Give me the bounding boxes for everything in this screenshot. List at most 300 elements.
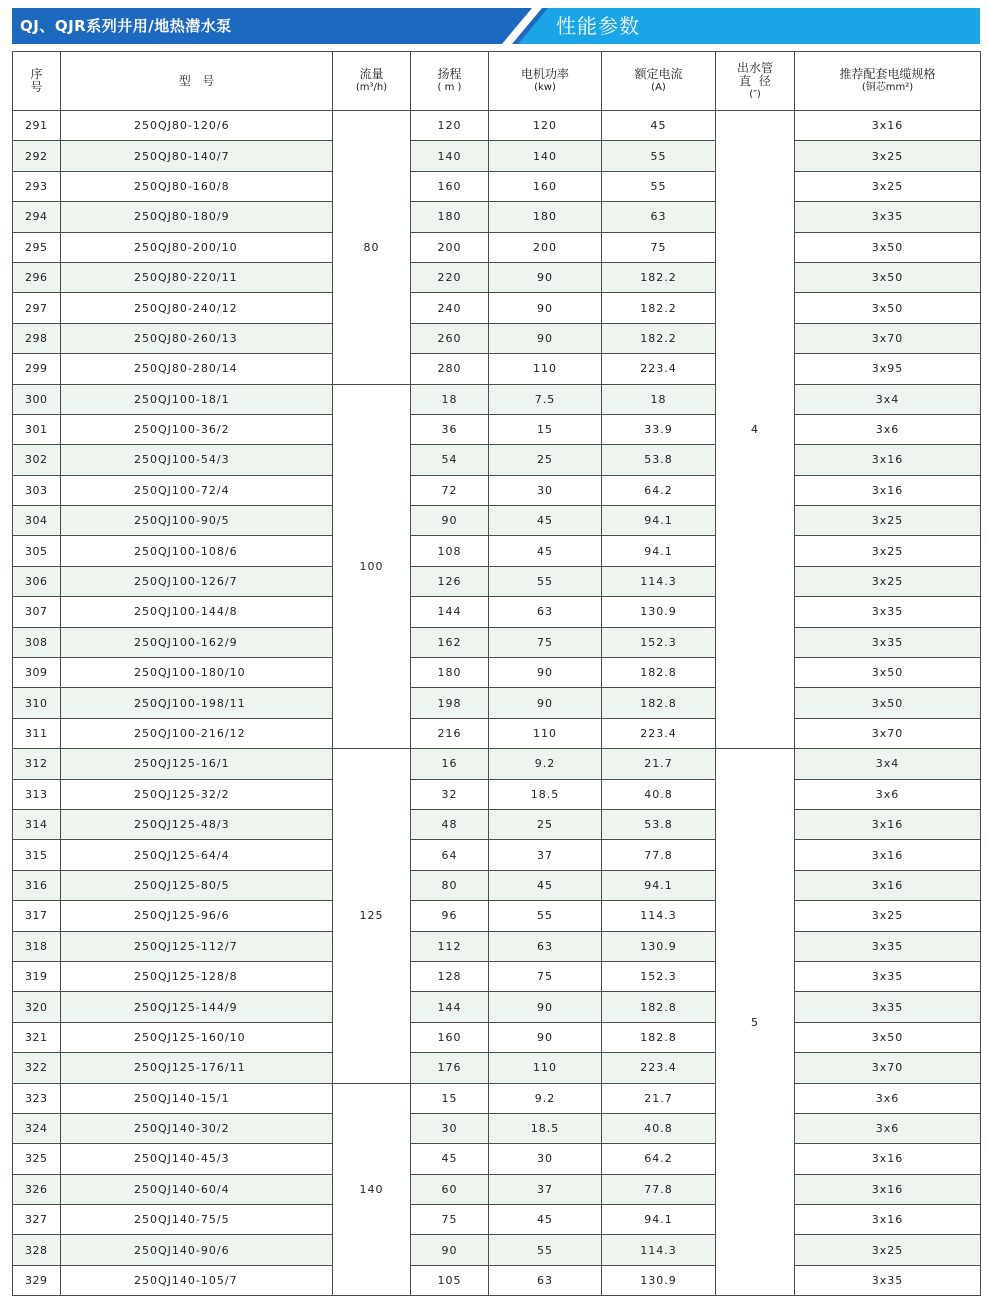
cell-seq: 323: [13, 1083, 61, 1113]
cell-power: 63: [489, 931, 602, 961]
header-banner: [12, 8, 980, 44]
cell-seq: 305: [13, 536, 61, 566]
cell-cable: 3x50: [795, 232, 981, 262]
cell-model: 250QJ125-160/10: [61, 1022, 333, 1052]
cell-current: 94.1: [602, 1205, 716, 1235]
cell-current: 55: [602, 141, 716, 171]
cell-current: 21.7: [602, 749, 716, 779]
cell-current: 152.3: [602, 961, 716, 991]
cell-cable: 3x35: [795, 202, 981, 232]
table-header-row: [13, 52, 981, 111]
cell-model: 250QJ140-45/3: [61, 1144, 333, 1174]
cell-model: 250QJ100-18/1: [61, 384, 333, 414]
cell-seq: 302: [13, 445, 61, 475]
cell-head: 128: [411, 961, 489, 991]
cell-model: 250QJ140-15/1: [61, 1083, 333, 1113]
cell-power: 7.5: [489, 384, 602, 414]
cell-cable: 3x6: [795, 414, 981, 444]
table-row: [13, 901, 981, 931]
table-row: [13, 141, 981, 171]
cell-current: 182.2: [602, 293, 716, 323]
cell-current: 64.2: [602, 475, 716, 505]
cell-cable: 3x70: [795, 718, 981, 748]
header-seq: [13, 52, 61, 111]
cell-power: 90: [489, 1022, 602, 1052]
cell-cable: 3x16: [795, 809, 981, 839]
cell-model: 250QJ100-180/10: [61, 658, 333, 688]
cell-model: 250QJ100-216/12: [61, 718, 333, 748]
cell-power: 45: [489, 536, 602, 566]
table-row: [13, 1265, 981, 1295]
cell-model: 250QJ100-36/2: [61, 414, 333, 444]
cell-model: 250QJ80-240/12: [61, 293, 333, 323]
cell-cable: 3x50: [795, 688, 981, 718]
cell-model: 250QJ80-200/10: [61, 232, 333, 262]
header-flow-label: 流量: [359, 67, 384, 81]
cell-head: 120: [411, 111, 489, 141]
cell-head: 90: [411, 1235, 489, 1265]
cell-current: 64.2: [602, 1144, 716, 1174]
table-row: [13, 931, 981, 961]
cell-current: 77.8: [602, 840, 716, 870]
cell-current: 114.3: [602, 566, 716, 596]
cell-model: 250QJ125-16/1: [61, 749, 333, 779]
cell-model: 250QJ80-160/8: [61, 171, 333, 201]
cell-model: 250QJ80-120/6: [61, 111, 333, 141]
cell-cable: 3x4: [795, 384, 981, 414]
cell-flow: 125: [333, 749, 411, 1083]
table-row: [13, 506, 981, 536]
series-title: QJ、QJR系列井用/地热潜水泵: [20, 17, 232, 35]
cell-cable: 3x16: [795, 1205, 981, 1235]
cell-model: 250QJ100-198/11: [61, 688, 333, 718]
header-seq-line2: 号: [30, 80, 43, 94]
cell-current: 33.9: [602, 414, 716, 444]
cell-pipe-diameter: 4: [716, 111, 795, 749]
cell-cable: 3x16: [795, 1174, 981, 1204]
cell-power: 55: [489, 1235, 602, 1265]
cell-head: 64: [411, 840, 489, 870]
cell-head: 162: [411, 627, 489, 657]
cell-current: 152.3: [602, 627, 716, 657]
header-power-label: 电机功率: [520, 67, 569, 81]
cell-head: 30: [411, 1113, 489, 1143]
table-row: [13, 202, 981, 232]
table-row: [13, 171, 981, 201]
cell-cable: 3x35: [795, 931, 981, 961]
cell-seq: 315: [13, 840, 61, 870]
table-row: [13, 1144, 981, 1174]
cell-head: 180: [411, 658, 489, 688]
cell-power: 25: [489, 445, 602, 475]
cell-seq: 314: [13, 809, 61, 839]
cell-power: 18.5: [489, 1113, 602, 1143]
cell-current: 77.8: [602, 1174, 716, 1204]
cell-cable: 3x4: [795, 749, 981, 779]
cell-current: 182.8: [602, 992, 716, 1022]
cell-seq: 317: [13, 901, 61, 931]
cell-seq: 292: [13, 141, 61, 171]
section-title: 性能参数: [556, 14, 640, 38]
cell-model: 250QJ80-180/9: [61, 202, 333, 232]
table-row: [13, 870, 981, 900]
cell-seq: 291: [13, 111, 61, 141]
cell-head: 36: [411, 414, 489, 444]
cell-seq: 308: [13, 627, 61, 657]
cell-model: 250QJ125-80/5: [61, 870, 333, 900]
cell-cable: 3x6: [795, 1083, 981, 1113]
cell-head: 80: [411, 870, 489, 900]
table-row: [13, 354, 981, 384]
cell-cable: 3x25: [795, 506, 981, 536]
header-cable-unit: (铜芯mm²): [861, 82, 914, 93]
cell-seq: 303: [13, 475, 61, 505]
cell-power: 9.2: [489, 749, 602, 779]
cell-power: 90: [489, 688, 602, 718]
cell-current: 55: [602, 171, 716, 201]
cell-seq: 311: [13, 718, 61, 748]
cell-power: 120: [489, 111, 602, 141]
cell-head: 18: [411, 384, 489, 414]
cell-model: 250QJ140-60/4: [61, 1174, 333, 1204]
cell-seq: 306: [13, 566, 61, 596]
table-row: [13, 262, 981, 292]
cell-pipe-diameter: 5: [716, 749, 795, 1296]
cell-seq: 320: [13, 992, 61, 1022]
cell-head: 32: [411, 779, 489, 809]
cell-current: 182.2: [602, 323, 716, 353]
cell-head: 75: [411, 1205, 489, 1235]
cell-current: 130.9: [602, 597, 716, 627]
cell-head: 72: [411, 475, 489, 505]
cell-current: 223.4: [602, 718, 716, 748]
header-pipe-line1: 出水管: [736, 60, 773, 75]
header-pipe-unit: (″): [749, 88, 761, 100]
table-row: [13, 1113, 981, 1143]
cell-power: 140: [489, 141, 602, 171]
cell-model: 250QJ125-112/7: [61, 931, 333, 961]
table-row: [13, 1022, 981, 1052]
cell-seq: 312: [13, 749, 61, 779]
header-pipe-line2: 直 径: [739, 73, 771, 88]
cell-power: 90: [489, 262, 602, 292]
cell-power: 37: [489, 840, 602, 870]
table-row: [13, 597, 981, 627]
cell-power: 63: [489, 1265, 602, 1295]
cell-head: 160: [411, 1022, 489, 1052]
cell-model: 250QJ125-128/8: [61, 961, 333, 991]
cell-head: 105: [411, 1265, 489, 1295]
cell-seq: 298: [13, 323, 61, 353]
cell-seq: 313: [13, 779, 61, 809]
cell-power: 90: [489, 323, 602, 353]
cell-cable: 3x16: [795, 870, 981, 900]
cell-head: 90: [411, 506, 489, 536]
table-row: [13, 384, 981, 414]
cell-model: 250QJ125-144/9: [61, 992, 333, 1022]
table-row: [13, 293, 981, 323]
header-power: [489, 52, 602, 111]
cell-seq: 325: [13, 1144, 61, 1174]
cell-cable: 3x35: [795, 961, 981, 991]
table-row: [13, 961, 981, 991]
cell-cable: 3x6: [795, 1113, 981, 1143]
performance-table: [12, 51, 981, 1296]
cell-current: 75: [602, 232, 716, 262]
cell-head: 176: [411, 1053, 489, 1083]
cell-seq: 300: [13, 384, 61, 414]
cell-cable: 3x25: [795, 566, 981, 596]
cell-model: 250QJ100-162/9: [61, 627, 333, 657]
cell-power: 37: [489, 1174, 602, 1204]
cell-model: 250QJ125-32/2: [61, 779, 333, 809]
cell-cable: 3x25: [795, 171, 981, 201]
cell-current: 223.4: [602, 1053, 716, 1083]
header-flow: [333, 52, 411, 111]
cell-current: 182.8: [602, 688, 716, 718]
cell-model: 250QJ140-30/2: [61, 1113, 333, 1143]
cell-current: 130.9: [602, 931, 716, 961]
table-row: [13, 658, 981, 688]
table-row: [13, 1205, 981, 1235]
header-pipe: [716, 52, 795, 111]
cell-current: 45: [602, 111, 716, 141]
header-model-label: 型 号: [178, 73, 215, 88]
cell-model: 250QJ100-54/3: [61, 445, 333, 475]
header-current: [602, 52, 716, 111]
cell-head: 140: [411, 141, 489, 171]
cell-seq: 318: [13, 931, 61, 961]
cell-model: 250QJ80-260/13: [61, 323, 333, 353]
table-row: [13, 688, 981, 718]
table-body: [13, 111, 981, 1296]
cell-power: 200: [489, 232, 602, 262]
table-row: [13, 232, 981, 262]
performance-table-container: [12, 51, 980, 1296]
cell-current: 130.9: [602, 1265, 716, 1295]
cell-current: 18: [602, 384, 716, 414]
cell-seq: 321: [13, 1022, 61, 1052]
cell-seq: 297: [13, 293, 61, 323]
cell-cable: 3x6: [795, 779, 981, 809]
cell-head: 48: [411, 809, 489, 839]
cell-cable: 3x16: [795, 445, 981, 475]
cell-seq: 329: [13, 1265, 61, 1295]
cell-head: 144: [411, 992, 489, 1022]
cell-current: 53.8: [602, 809, 716, 839]
header-seq-line1: 序: [30, 67, 43, 81]
cell-head: 144: [411, 597, 489, 627]
table-row: [13, 1083, 981, 1113]
header-power-unit: (kw): [534, 82, 556, 93]
cell-cable: 3x35: [795, 992, 981, 1022]
cell-head: 160: [411, 171, 489, 201]
cell-head: 198: [411, 688, 489, 718]
cell-head: 180: [411, 202, 489, 232]
cell-seq: 296: [13, 262, 61, 292]
cell-power: 30: [489, 475, 602, 505]
cell-current: 94.1: [602, 870, 716, 900]
cell-seq: 293: [13, 171, 61, 201]
cell-head: 220: [411, 262, 489, 292]
cell-power: 110: [489, 718, 602, 748]
cell-flow: 140: [333, 1083, 411, 1296]
cell-seq: 304: [13, 506, 61, 536]
table-row: [13, 1053, 981, 1083]
cell-cable: 3x35: [795, 597, 981, 627]
cell-cable: 3x25: [795, 536, 981, 566]
cell-current: 114.3: [602, 901, 716, 931]
cell-power: 110: [489, 1053, 602, 1083]
cell-power: 75: [489, 961, 602, 991]
cell-power: 90: [489, 293, 602, 323]
cell-cable: 3x25: [795, 901, 981, 931]
cell-model: 250QJ80-280/14: [61, 354, 333, 384]
cell-seq: 299: [13, 354, 61, 384]
cell-head: 45: [411, 1144, 489, 1174]
cell-model: 250QJ80-140/7: [61, 141, 333, 171]
cell-head: 16: [411, 749, 489, 779]
table-row: [13, 111, 981, 141]
table-row: [13, 809, 981, 839]
cell-current: 40.8: [602, 779, 716, 809]
cell-head: 54: [411, 445, 489, 475]
cell-head: 216: [411, 718, 489, 748]
cell-model: 250QJ125-96/6: [61, 901, 333, 931]
table-row: [13, 718, 981, 748]
cell-current: 21.7: [602, 1083, 716, 1113]
cell-seq: 327: [13, 1205, 61, 1235]
cell-current: 53.8: [602, 445, 716, 475]
cell-current: 94.1: [602, 536, 716, 566]
cell-power: 55: [489, 566, 602, 596]
cell-model: 250QJ100-90/5: [61, 506, 333, 536]
cell-cable: 3x35: [795, 1265, 981, 1295]
cell-power: 18.5: [489, 779, 602, 809]
cell-head: 60: [411, 1174, 489, 1204]
table-row: [13, 1174, 981, 1204]
cell-head: 108: [411, 536, 489, 566]
cell-cable: 3x16: [795, 840, 981, 870]
cell-seq: 310: [13, 688, 61, 718]
cell-cable: 3x16: [795, 475, 981, 505]
header-cable-label: 推荐配套电缆规格: [839, 67, 936, 81]
cell-cable: 3x35: [795, 627, 981, 657]
cell-head: 240: [411, 293, 489, 323]
header-head: [411, 52, 489, 111]
cell-cable: 3x50: [795, 293, 981, 323]
cell-model: 250QJ100-72/4: [61, 475, 333, 505]
cell-head: 260: [411, 323, 489, 353]
cell-cable: 3x50: [795, 658, 981, 688]
cell-current: 94.1: [602, 506, 716, 536]
cell-flow: 100: [333, 384, 411, 749]
cell-head: 15: [411, 1083, 489, 1113]
table-row: [13, 627, 981, 657]
cell-current: 114.3: [602, 1235, 716, 1265]
cell-power: 45: [489, 1205, 602, 1235]
cell-cable: 3x25: [795, 1235, 981, 1265]
cell-seq: 316: [13, 870, 61, 900]
cell-power: 90: [489, 992, 602, 1022]
cell-power: 45: [489, 870, 602, 900]
cell-power: 90: [489, 658, 602, 688]
cell-model: 250QJ100-108/6: [61, 536, 333, 566]
cell-seq: 309: [13, 658, 61, 688]
cell-head: 112: [411, 931, 489, 961]
cell-current: 182.8: [602, 658, 716, 688]
header-current-label: 额定电流: [634, 67, 683, 81]
cell-seq: 319: [13, 961, 61, 991]
cell-power: 63: [489, 597, 602, 627]
table-row: [13, 323, 981, 353]
cell-cable: 3x50: [795, 1022, 981, 1052]
cell-model: 250QJ125-48/3: [61, 809, 333, 839]
cell-current: 40.8: [602, 1113, 716, 1143]
cell-power: 75: [489, 627, 602, 657]
cell-power: 15: [489, 414, 602, 444]
header-head-label: 扬程: [437, 67, 462, 81]
table-row: [13, 749, 981, 779]
cell-power: 55: [489, 901, 602, 931]
cell-power: 25: [489, 809, 602, 839]
table-row: [13, 414, 981, 444]
cell-power: 30: [489, 1144, 602, 1174]
cell-current: 182.8: [602, 1022, 716, 1052]
cell-seq: 328: [13, 1235, 61, 1265]
cell-seq: 301: [13, 414, 61, 444]
cell-head: 96: [411, 901, 489, 931]
table-row: [13, 1235, 981, 1265]
cell-power: 110: [489, 354, 602, 384]
cell-seq: 326: [13, 1174, 61, 1204]
cell-current: 182.2: [602, 262, 716, 292]
cell-model: 250QJ80-220/11: [61, 262, 333, 292]
table-row: [13, 566, 981, 596]
cell-model: 250QJ100-144/8: [61, 597, 333, 627]
header-current-unit: (A): [651, 82, 666, 93]
cell-power: 180: [489, 202, 602, 232]
cell-model: 250QJ125-176/11: [61, 1053, 333, 1083]
cell-cable: 3x95: [795, 354, 981, 384]
cell-cable: 3x16: [795, 111, 981, 141]
header-model: [61, 52, 333, 111]
cell-head: 200: [411, 232, 489, 262]
cell-model: 250QJ125-64/4: [61, 840, 333, 870]
cell-cable: 3x16: [795, 1144, 981, 1174]
cell-flow: 80: [333, 111, 411, 385]
table-row: [13, 840, 981, 870]
cell-head: 126: [411, 566, 489, 596]
header-head-unit: ( m ): [437, 82, 462, 93]
cell-cable: 3x70: [795, 323, 981, 353]
cell-cable: 3x70: [795, 1053, 981, 1083]
cell-power: 45: [489, 506, 602, 536]
table-row: [13, 445, 981, 475]
cell-current: 223.4: [602, 354, 716, 384]
table-row: [13, 992, 981, 1022]
header-flow-unit: (m³/h): [355, 82, 388, 93]
cell-cable: 3x25: [795, 141, 981, 171]
cell-seq: 295: [13, 232, 61, 262]
cell-power: 9.2: [489, 1083, 602, 1113]
cell-model: 250QJ140-90/6: [61, 1235, 333, 1265]
table-row: [13, 475, 981, 505]
table-row: [13, 536, 981, 566]
cell-current: 63: [602, 202, 716, 232]
cell-model: 250QJ140-75/5: [61, 1205, 333, 1235]
cell-cable: 3x50: [795, 262, 981, 292]
